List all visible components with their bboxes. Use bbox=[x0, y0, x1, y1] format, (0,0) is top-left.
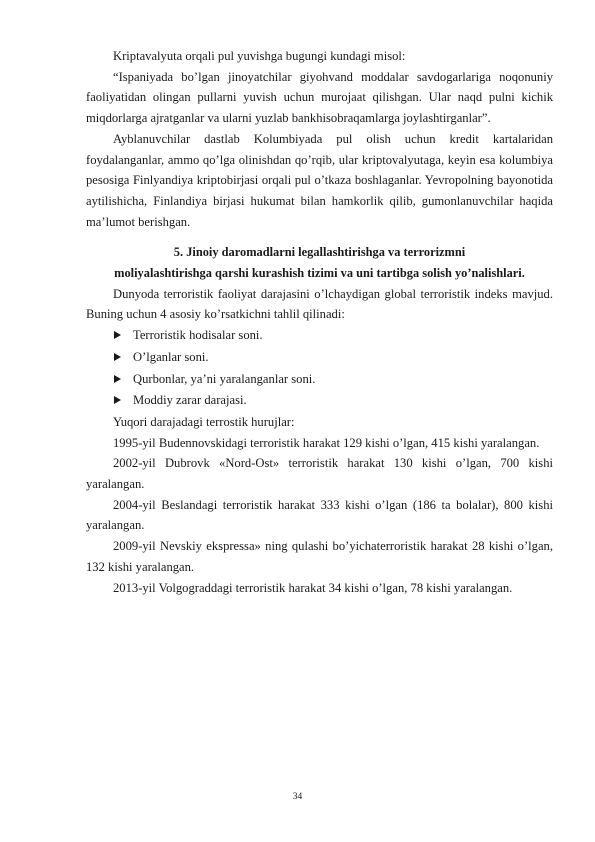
document-page bbox=[86, 46, 553, 598]
arrow-bullet-icon bbox=[114, 353, 121, 361]
paragraph-event-2004: 2004-yil Beslandagi terroristik harakat 333 kishi o’lgan (186 ta bolalar), 800 kishi yaralangan. bbox=[86, 497, 553, 533]
paragraph-accused: Ayblanuvchilar dastlab Kolumbiyada pul olish uchun kredit kartalaridan foydalanganlar, ammo qo’lga olinishdan qo’rqib, ular kriptovalyutaga, keyin esa kolumbiya pesosiga Finlyandiya kriptobirjasi orqali pul o’tkaza boshlaganlar. Yevropolning bayonotida aytilishicha, Finlandiya birjasi hukumat bilan hamkorlik qilib, gumonlanuvchilar haqida ma’lumot berishgan. bbox=[86, 131, 553, 229]
paragraph-example-intro: Kriptavalyuta orqali pul yuvishga bugungi kundagi misol: bbox=[113, 49, 406, 63]
list-item: O’lganlar soni. bbox=[86, 347, 553, 368]
paragraph-event-2013: 2013-yil Volgograddagi terroristik harakat 34 kishi o’lgan, 78 kishi yaralangan. bbox=[113, 580, 513, 595]
section-heading-line2: moliyalashtirishga qarshi kurashish tizimi va uni tartibga solish yo’nalishlari. bbox=[114, 266, 525, 281]
paragraph-event-2009: 2009-yil Nevskiy ekspressa» ning qulashi bo’yichaterroristik harakat 28 kishi o’lgan, 132 kishi yaralangan. bbox=[86, 539, 553, 574]
paragraph-global-index: Dunyoda terroristik faoliyat darajasini o’lchaydigan global terroristik indeks mavjud. Buning uchun 4 asosiy ko’rsatkichni tahlil qilinadi: bbox=[86, 286, 553, 322]
arrow-bullet-icon bbox=[114, 331, 121, 339]
indicator-list bbox=[86, 325, 553, 411]
section-heading-line1: 5. Jinoiy daromadlarni legallashtirishga va terrorizmni bbox=[173, 245, 466, 260]
paragraph-high-level-attacks: Yuqori darajadagi terrostik hurujlar: bbox=[113, 414, 295, 429]
section-heading bbox=[86, 242, 553, 283]
paragraph-spain-quote: “Ispaniyada bo’lgan jinoyatchilar giyohvand moddalar savdogarlariga noqonuniy faoliyatidan olingan pullarni yuvish uchun murojaat qilishgan. Ular naqd pulni kichik miqdorlarga ajratganlar va ularni yuzlab bankhisobraqamlarga joylashtirganlar”. bbox=[86, 69, 553, 126]
arrow-bullet-icon bbox=[114, 396, 121, 404]
list-item: Terroristik hodisalar soni. bbox=[86, 325, 553, 346]
arrow-bullet-icon bbox=[114, 375, 121, 383]
paragraph-event-2002: 2002-yil Dubrovk «Nord-Ost» terroristik harakat 130 kishi o’lgan, 700 kishi yaralangan. bbox=[86, 456, 553, 492]
paragraph-event-1995: 1995-yil Budennovskidagi terroristik harakat 129 kishi o’lgan, 415 kishi yaralangan. bbox=[113, 435, 540, 450]
list-item: Moddiy zarar darajasi. bbox=[86, 390, 553, 411]
page-number: 34 bbox=[292, 792, 303, 802]
list-item: Qurbonlar, ya’ni yaralanganlar soni. bbox=[86, 369, 553, 390]
